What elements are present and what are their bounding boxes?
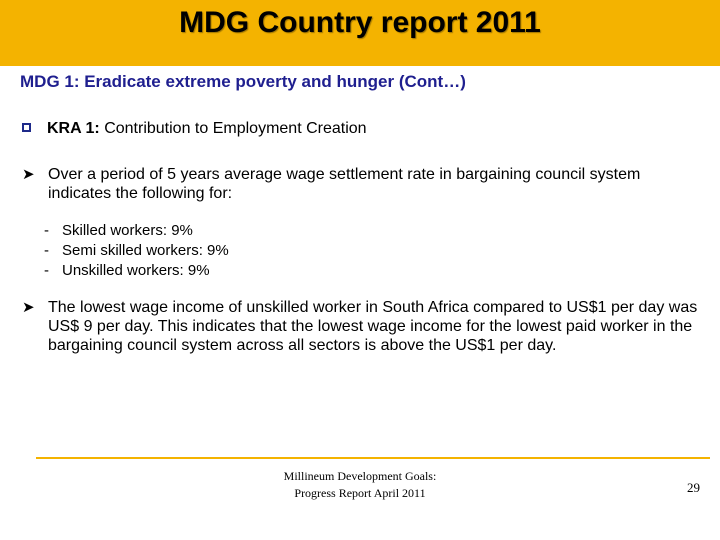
page-number: 29 <box>687 480 700 495</box>
footer-divider <box>36 457 710 459</box>
arrow-bullet-icon: ➤ <box>22 166 35 183</box>
list-item <box>44 241 229 261</box>
point-text: The lowest wage income of unskilled worker in South Africa compared to US$1 per day was US$ 9 per day. This indicates that the lowest wage income for the lowest paid worker in the bargaining council system across all sectors is above the US$1 per day. <box>48 299 698 354</box>
dash-marker: - <box>44 222 49 239</box>
arrow-bullet-icon: ➤ <box>22 299 35 316</box>
wage-rate-list <box>44 221 229 281</box>
kra-text <box>47 119 367 138</box>
dash-marker: - <box>44 262 49 279</box>
point-text: Over a period of 5 years average wage settlement rate in bargaining council system indicates the following for: <box>48 166 641 202</box>
square-bullet-icon <box>22 123 31 132</box>
kra-item <box>22 119 367 138</box>
point-item <box>22 298 698 355</box>
footer-line-1: Millineum Development Goals: <box>283 469 437 483</box>
section-subtitle: MDG 1: Eradicate extreme poverty and hunger (Cont…) <box>20 72 466 91</box>
list-item <box>44 261 229 281</box>
list-item <box>44 221 229 241</box>
page-title: MDG Country report 2011 <box>179 6 541 39</box>
kra-description: Contribution to Employment Creation <box>104 120 367 137</box>
kra-label: KRA 1: <box>47 120 100 137</box>
list-item-text: Semi skilled workers: 9% <box>62 242 229 259</box>
footer-line-2: Progress Report April 2011 <box>294 486 426 500</box>
point-item <box>22 165 698 203</box>
list-item-text: Skilled workers: 9% <box>62 222 193 239</box>
footer-caption <box>250 468 470 502</box>
list-item-text: Unskilled workers: 9% <box>62 262 210 279</box>
dash-marker: - <box>44 242 49 259</box>
